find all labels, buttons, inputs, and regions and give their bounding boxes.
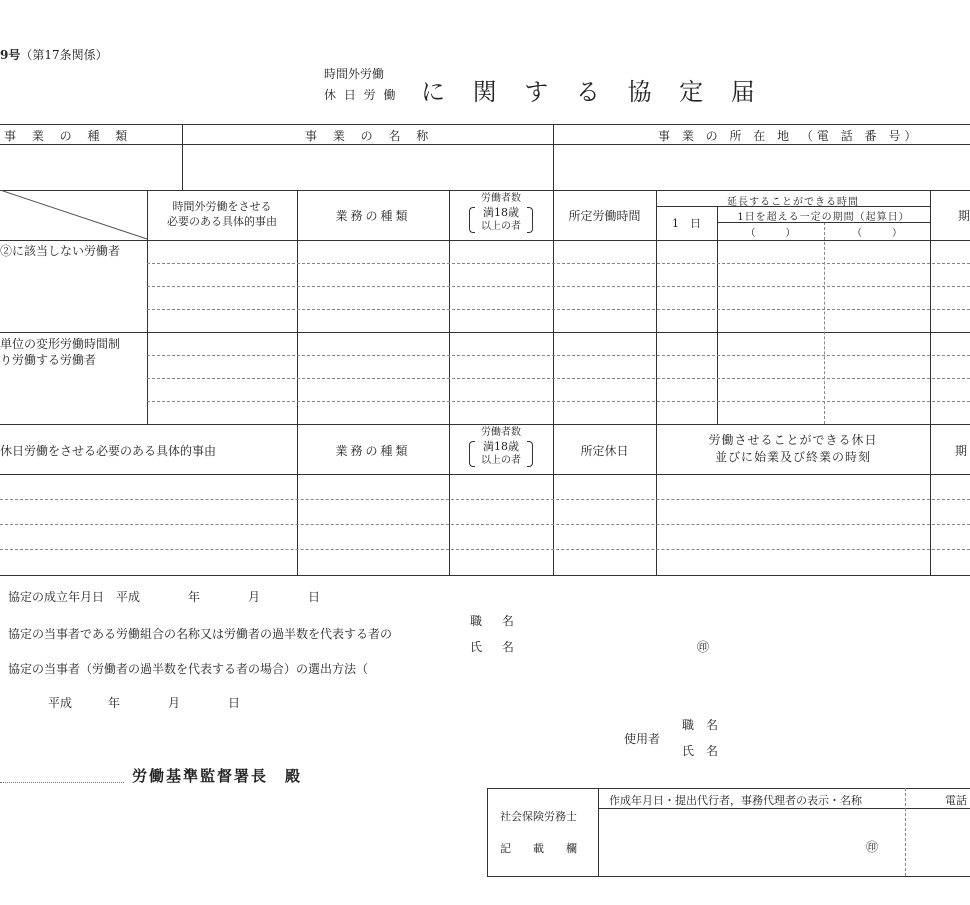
election-line: 協定の当事者（労働者の過半数を代表する者の場合）の選出方法（ bbox=[8, 662, 369, 676]
overtime-reason-header bbox=[147, 199, 297, 229]
submission-date-line: 平成 年 月 日 bbox=[48, 696, 241, 710]
overtime-workers-top: 労働者数 bbox=[481, 193, 521, 204]
overtime-scheduled-hours-header: 所定労働時間 bbox=[568, 209, 641, 223]
row-label-variable-line2: り労働する労働者 bbox=[0, 353, 97, 367]
one-day-header: 1 日 bbox=[672, 217, 701, 230]
header-diagonal bbox=[0, 190, 148, 240]
sr-phone-header: 電話 bbox=[945, 794, 967, 807]
employer-name-label: 氏 名 bbox=[682, 744, 719, 758]
employer-position-label: 職 名 bbox=[682, 718, 719, 732]
holiday-allowed-header bbox=[656, 432, 930, 466]
overtime-period-header: 期 bbox=[958, 209, 970, 223]
rep-seal: ㊞ bbox=[697, 640, 710, 654]
union-line: 協定の当事者である労働組合の名称又は労働者の過半数を代表する者の bbox=[8, 627, 393, 641]
page-title: に 関 す る 協 定 届 bbox=[421, 78, 765, 106]
agreement-date-line: 協定の成立年月日 平成 年 月 日 bbox=[8, 590, 321, 604]
over-one-day-header: 1日を超える一定の期間（起算日） bbox=[737, 212, 910, 223]
overtime-workers-mid: 満18歳 bbox=[483, 206, 519, 219]
holiday-workers-bot: 以上の者 bbox=[481, 455, 521, 466]
row-label-variable-line1: 単位の変形労働時間制 bbox=[0, 337, 121, 351]
form-number bbox=[0, 46, 108, 63]
rep-name-label: 氏 名 bbox=[470, 640, 522, 654]
rep-position-label: 職 名 bbox=[470, 614, 522, 628]
office-name-blank bbox=[0, 782, 124, 783]
overtime-reason-line1: 時間外労働をさせる bbox=[172, 200, 272, 213]
holiday-allowed-line1: 労働させることができる休日 bbox=[708, 433, 878, 447]
addressee: 労働基準監督署長 殿 bbox=[132, 767, 303, 785]
business-type-header: 事 業 の 種 類 bbox=[4, 129, 134, 143]
period-paren-1: （ ） bbox=[745, 228, 796, 239]
overtime-workers-header bbox=[449, 192, 553, 234]
holiday-work-type-header: 業務の種類 bbox=[335, 444, 411, 458]
employer-label: 使用者 bbox=[624, 732, 661, 746]
title-line1: 時間外労働 bbox=[324, 67, 385, 81]
sr-seal: ㊞ bbox=[866, 840, 879, 854]
scheduled-holiday-header: 所定休日 bbox=[580, 444, 629, 458]
business-name-header: 事 業 の 名 称 bbox=[305, 129, 435, 143]
holiday-reason-header: 休日労働をさせる必要のある具体的事由 bbox=[0, 444, 217, 458]
form-number-note: （第17条関係） bbox=[20, 48, 108, 62]
extend-title: 延長することができる時間 bbox=[727, 197, 859, 208]
sr-label-line1: 社会保険労務士 bbox=[500, 810, 577, 823]
sr-header: 作成年月日・提出代行者，事務代理者の表示・名称 bbox=[609, 794, 862, 807]
row-label-regular-workers: ②に該当しない労働者 bbox=[0, 244, 121, 258]
business-location-header: 事 業 の 所 在 地 （電 話 番 号） bbox=[658, 129, 921, 143]
period-paren-2: （ ） bbox=[852, 228, 902, 239]
sr-label-line2: 記 載 欄 bbox=[500, 842, 577, 855]
holiday-workers-mid: 満18歳 bbox=[483, 440, 519, 453]
overtime-workers-bot: 以上の者 bbox=[481, 221, 521, 232]
holiday-workers-header bbox=[449, 426, 553, 468]
overtime-reason-line2: 必要のある具体的事由 bbox=[167, 215, 277, 228]
holiday-workers-top: 労働者数 bbox=[481, 427, 521, 438]
overtime-work-type-header: 業務の種類 bbox=[335, 209, 411, 223]
form-number-bold: 9号 bbox=[0, 48, 21, 62]
title-line2: 休 日 労 働 bbox=[324, 88, 398, 102]
holiday-allowed-line2: 並びに始業及び終業の時刻 bbox=[714, 450, 871, 464]
holiday-period-header: 期 bbox=[955, 444, 968, 458]
